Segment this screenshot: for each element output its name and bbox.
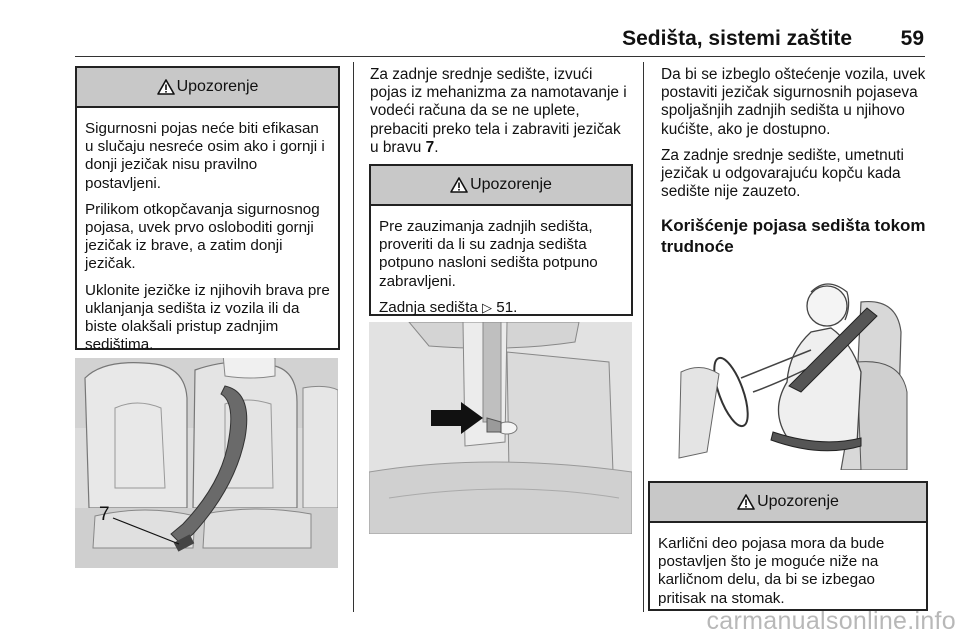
warning-box-right	[648, 481, 928, 611]
warning-title: Upozorenje	[470, 176, 552, 193]
intro-text: Za zadnje srednje sedište, izvući pojas iz mehanizma za namotavanje i vodeći računa da se ne uplete, prebaciti preko tela i zabraviti jezičak u bravu	[370, 66, 627, 156]
warning-paragraph: Sigurnosni pojas neće biti efikasan u slučaju nesreće osim ako i gornji i donji jezičak nisu pravilno postavljeni.	[85, 120, 325, 192]
warning-paragraph: Uklonite jezičke iz njihovih brava pre uklanjanja sedišta iz vozila ili da biste olakšali pristup zadnjim sedištima.	[85, 281, 330, 354]
watermark: carmanualsonline.info	[706, 607, 956, 635]
pregnancy-belt-figure	[661, 262, 924, 470]
page-number: 59	[900, 27, 924, 50]
right-text	[661, 66, 929, 265]
middle-intro: Za zadnje srednje sedište, izvući pojas iz mehanizma za namotavanje i vodeći računa da se ne uplete, prebaciti preko tela i zabraviti jezičak u bravu 7.	[370, 66, 627, 156]
warning-body	[650, 523, 926, 616]
warning-title: Upozorenje	[176, 78, 259, 95]
column-divider-2	[643, 62, 644, 612]
warning-header	[77, 68, 338, 108]
warning-paragraph: Karlični deo pojasa mora da bude postavljen što je moguće niže na karličnom delu, da bi se izbegao pritisak na stomak.	[658, 535, 885, 607]
section-title: Sedišta, sistemi zaštite	[622, 27, 852, 50]
page-ref-icon: ▷	[482, 300, 493, 316]
warning-box-left	[75, 66, 340, 354]
warning-paragraph: Pre zauzimanja zadnjih sedišta, proveriti da li su zadnja sedišta potpuno nasloni sedišta potpuno zabravljeni.	[379, 218, 598, 290]
warning-box-middle	[369, 164, 633, 316]
warning-body	[371, 206, 631, 326]
paragraph: Za zadnje srednje sedište, umetnuti jezičak u odgovarajuću kopču kada sedište nije zauzeto.	[661, 146, 904, 201]
header-rule	[75, 56, 925, 57]
figure-label-7: 7	[99, 504, 110, 525]
warning-title: Upozorenje	[757, 493, 839, 510]
paragraph: Da bi se izbeglo oštećenje vozila, uvek postaviti jezičak sigurnosnih pojaseva spoljašnjih zadnjih sedišta u njihovo kućište, ako je dostupno.	[661, 66, 926, 138]
cross-reference: Zadnja sedišta ▷ 51.	[379, 298, 518, 316]
warning-header	[371, 166, 631, 206]
belt-storage-figure	[369, 322, 632, 534]
intro-ref: 7	[425, 138, 435, 156]
warning-paragraph: Prilikom otkopčavanja sigurnosnog pojasa, uvek prvo osloboditi gornji jezičak iz brave, a zatim donji jezičak.	[85, 200, 320, 273]
section-heading: Korišćenje pojasa sedišta tokom trudnoće	[661, 216, 926, 257]
warning-triangle-icon	[737, 494, 755, 510]
warning-triangle-icon	[450, 177, 468, 193]
warning-header	[650, 483, 926, 523]
warning-body	[77, 108, 338, 370]
column-divider-1	[353, 62, 354, 612]
rear-seat-belt-figure	[75, 358, 338, 568]
page-header	[0, 24, 960, 54]
warning-triangle-icon	[157, 79, 175, 95]
